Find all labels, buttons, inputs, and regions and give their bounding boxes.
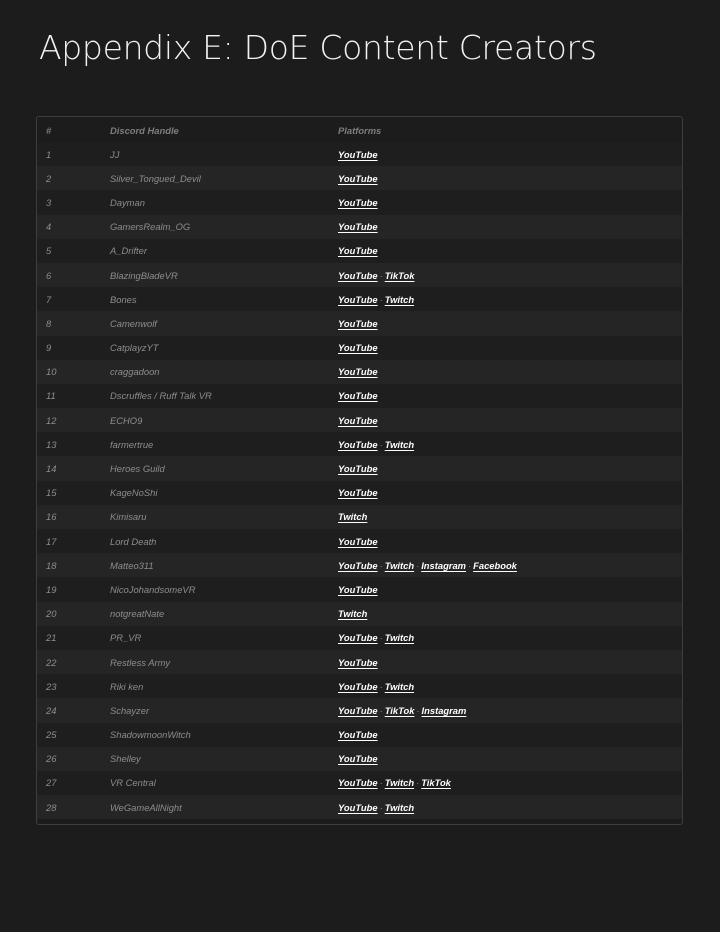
discord-handle: farmertrue	[110, 438, 154, 450]
platform-link-youtube[interactable]: YouTube	[338, 777, 378, 789]
row-number: 18	[46, 559, 57, 571]
platform-link-youtube[interactable]: YouTube	[338, 221, 378, 233]
platforms-cell	[338, 336, 378, 360]
table-row	[37, 723, 682, 747]
table-row	[37, 311, 682, 335]
row-number: 4	[46, 221, 52, 233]
discord-handle: WeGameAllNight	[110, 801, 182, 813]
platform-separator: ·	[379, 438, 383, 450]
row-number: 26	[46, 753, 57, 765]
platforms-cell	[338, 215, 378, 239]
platform-link-youtube[interactable]: YouTube	[338, 438, 378, 450]
table-row	[37, 432, 682, 456]
discord-handle: Silver_Tongued_Devil	[110, 172, 201, 184]
platform-link-twitch[interactable]: Twitch	[384, 438, 415, 450]
platform-link-twitch[interactable]: Twitch	[338, 608, 368, 620]
platforms-cell	[338, 481, 378, 505]
header-discord-handle: Discord Handle	[110, 124, 179, 136]
table-row	[37, 553, 682, 577]
platforms-cell	[338, 577, 378, 601]
table-row	[37, 408, 682, 432]
row-number: 2	[46, 172, 52, 184]
table-row	[37, 577, 682, 601]
platforms-cell	[338, 432, 414, 456]
discord-handle: ECHO9	[110, 414, 143, 426]
row-number: 20	[46, 608, 57, 620]
row-number: 22	[46, 656, 57, 668]
discord-handle: GamersRealm_OG	[110, 221, 191, 233]
platform-link-youtube[interactable]: YouTube	[338, 729, 378, 741]
table-row	[37, 626, 682, 650]
discord-handle: Restless Army	[110, 656, 171, 668]
table-row	[37, 650, 682, 674]
platform-link-twitch[interactable]: Twitch	[384, 293, 415, 305]
platform-link-youtube[interactable]: YouTube	[338, 245, 378, 257]
platform-separator: ·	[379, 704, 383, 716]
platforms-cell	[338, 553, 517, 577]
row-number: 13	[46, 438, 57, 450]
row-number: 5	[46, 245, 52, 257]
table-row	[37, 190, 682, 214]
platform-separator: ·	[379, 777, 383, 789]
discord-handle: notgreatNate	[110, 608, 165, 620]
row-number: 21	[46, 632, 57, 644]
discord-handle: Shelley	[110, 753, 141, 765]
platforms-cell	[338, 287, 414, 311]
creators-table	[36, 116, 683, 825]
platform-link-youtube[interactable]: YouTube	[338, 269, 378, 281]
page-title: Appendix E: DoE Content Creators	[39, 28, 597, 67]
platforms-cell	[338, 456, 378, 480]
platform-link-youtube[interactable]: YouTube	[338, 680, 378, 692]
platforms-cell	[338, 505, 367, 529]
platform-link-twitch[interactable]: Twitch	[338, 511, 368, 523]
platform-separator: ·	[416, 559, 420, 571]
platform-link-youtube[interactable]: YouTube	[338, 632, 378, 644]
table-body	[37, 142, 682, 819]
discord-handle: Dscruffles / Ruff Talk VR	[110, 390, 212, 402]
platforms-cell	[338, 795, 414, 819]
table-row	[37, 529, 682, 553]
platform-link-instagram[interactable]: Instagram	[421, 559, 466, 571]
table-header-row	[37, 118, 682, 142]
platform-link-youtube[interactable]: YouTube	[338, 414, 378, 426]
platform-link-tiktok[interactable]: TikTok	[384, 269, 415, 281]
platforms-cell	[338, 166, 378, 190]
row-number: 16	[46, 511, 57, 523]
row-number: 6	[46, 269, 52, 281]
table-row	[37, 239, 682, 263]
table-row	[37, 747, 682, 771]
platforms-cell	[338, 650, 378, 674]
platform-link-youtube[interactable]: YouTube	[338, 801, 378, 813]
platforms-cell	[338, 384, 378, 408]
discord-handle: NicoJohandsomeVR	[110, 583, 196, 595]
platform-link-youtube[interactable]: YouTube	[338, 753, 378, 765]
discord-handle: Lord Death	[110, 535, 157, 547]
platform-link-youtube[interactable]: YouTube	[338, 342, 378, 354]
row-number: 11	[46, 390, 56, 402]
platform-link-youtube[interactable]: YouTube	[338, 583, 378, 595]
discord-handle: Bones	[110, 293, 137, 305]
platforms-cell	[338, 142, 378, 166]
table-row	[37, 142, 682, 166]
platforms-cell	[338, 311, 378, 335]
platforms-cell	[338, 263, 414, 287]
row-number: 10	[46, 366, 57, 378]
platform-link-youtube[interactable]: YouTube	[338, 463, 378, 475]
platform-link-youtube[interactable]: YouTube	[338, 390, 378, 402]
discord-handle: Schayzer	[110, 704, 150, 716]
row-number: 1	[46, 148, 52, 160]
platform-link-facebook[interactable]: Facebook	[473, 559, 517, 571]
table-row	[37, 674, 682, 698]
discord-handle: Kimisaru	[110, 511, 147, 523]
discord-handle: Dayman	[110, 196, 145, 208]
platform-link-youtube[interactable]: YouTube	[338, 366, 378, 378]
platform-separator: ·	[379, 680, 383, 692]
row-number: 9	[46, 342, 52, 354]
platform-separator: ·	[379, 801, 383, 813]
platform-separator: ·	[468, 559, 472, 571]
table-row	[37, 602, 682, 626]
table-row	[37, 481, 682, 505]
platforms-cell	[338, 674, 414, 698]
row-number: 15	[46, 487, 57, 499]
platform-separator: ·	[379, 293, 383, 305]
discord-handle: Heroes Guild	[110, 463, 165, 475]
row-number: 14	[46, 463, 57, 475]
platform-link-youtube[interactable]: YouTube	[338, 704, 378, 716]
platform-link-youtube[interactable]: YouTube	[338, 559, 378, 571]
platform-link-twitch[interactable]: Twitch	[384, 632, 415, 644]
discord-handle: VR Central	[110, 777, 156, 789]
platform-link-youtube[interactable]: YouTube	[338, 196, 378, 208]
platforms-cell	[338, 747, 378, 771]
discord-handle: BlazingBladeVR	[110, 269, 178, 281]
header-platforms: Platforms	[338, 124, 382, 136]
discord-handle: Camenwolf	[110, 317, 157, 329]
platform-link-instagram[interactable]: Instagram	[421, 704, 467, 716]
table-row	[37, 795, 682, 819]
discord-handle: CatplayzYT	[110, 342, 159, 354]
table-row	[37, 698, 682, 722]
table-row	[37, 456, 682, 480]
table-row	[37, 360, 682, 384]
platform-link-twitch[interactable]: Twitch	[384, 680, 415, 692]
platform-separator: ·	[379, 269, 383, 281]
platforms-cell	[338, 602, 367, 626]
discord-handle: Riki ken	[110, 680, 144, 692]
row-number: 3	[46, 196, 52, 208]
platform-link-youtube[interactable]: YouTube	[338, 148, 378, 160]
platform-separator: ·	[416, 704, 420, 716]
table-row	[37, 384, 682, 408]
platforms-cell	[338, 360, 378, 384]
discord-handle: PR_VR	[110, 632, 142, 644]
platforms-cell	[338, 190, 378, 214]
row-number: 12	[46, 414, 57, 426]
row-number: 24	[46, 704, 57, 716]
table-row	[37, 771, 682, 795]
platform-link-twitch[interactable]: Twitch	[384, 559, 415, 571]
row-number: 17	[46, 535, 57, 547]
platforms-cell	[338, 239, 378, 263]
table-row	[37, 505, 682, 529]
header-number: #	[46, 124, 52, 136]
platforms-cell	[338, 698, 466, 722]
table-row	[37, 215, 682, 239]
table-row	[37, 166, 682, 190]
platform-link-youtube[interactable]: YouTube	[338, 293, 378, 305]
platform-link-twitch[interactable]: Twitch	[384, 777, 415, 789]
table-row	[37, 287, 682, 311]
platforms-cell	[338, 529, 378, 553]
platform-link-tiktok[interactable]: TikTok	[421, 777, 451, 789]
row-number: 23	[46, 680, 57, 692]
discord-handle: JJ	[110, 148, 120, 160]
platform-link-youtube[interactable]: YouTube	[338, 487, 378, 499]
platform-link-youtube[interactable]: YouTube	[338, 317, 378, 329]
discord-handle: craggadoon	[110, 366, 160, 378]
table-row	[37, 263, 682, 287]
platform-separator: ·	[379, 632, 383, 644]
discord-handle: Matteo311	[110, 559, 154, 571]
platform-separator: ·	[416, 777, 420, 789]
row-number: 27	[46, 777, 57, 789]
platform-link-tiktok[interactable]: TikTok	[384, 704, 415, 716]
discord-handle: KageNoShi	[110, 487, 158, 499]
platform-separator: ·	[379, 559, 383, 571]
platform-link-youtube[interactable]: YouTube	[338, 172, 378, 184]
table-row	[37, 336, 682, 360]
platform-link-twitch[interactable]: Twitch	[384, 801, 415, 813]
platforms-cell	[338, 408, 378, 432]
row-number: 25	[46, 729, 57, 741]
row-number: 7	[46, 293, 52, 305]
platform-link-youtube[interactable]: YouTube	[338, 656, 378, 668]
platform-link-youtube[interactable]: YouTube	[338, 535, 378, 547]
row-number: 19	[46, 583, 57, 595]
discord-handle: ShadowmoonWitch	[110, 729, 191, 741]
platforms-cell	[338, 626, 414, 650]
platforms-cell	[338, 723, 378, 747]
discord-handle: A_Drifter	[110, 245, 147, 257]
platforms-cell	[338, 771, 451, 795]
row-number: 8	[46, 317, 52, 329]
row-number: 28	[46, 801, 57, 813]
